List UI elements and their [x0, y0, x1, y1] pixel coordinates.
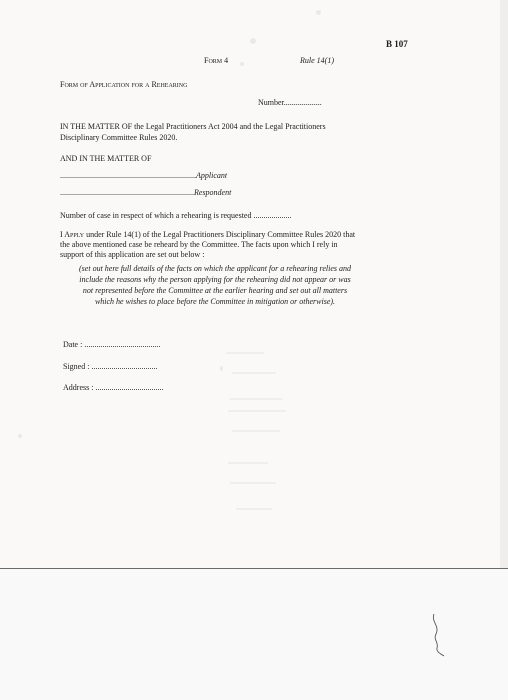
page-number: B 107 [386, 39, 408, 49]
bleed-through-mark [250, 38, 256, 44]
matter-heading: AND IN THE MATTER OF [60, 154, 152, 163]
bleed-through-line [230, 398, 282, 400]
signature-field: Signed : ................................. [63, 362, 158, 371]
rule-reference: Rule 14(1) [300, 56, 334, 65]
bleed-through-line [230, 482, 276, 484]
bleed-through-line [226, 352, 264, 354]
form-title: Form of Application for a Rehearing [60, 80, 188, 89]
matter-statement: IN THE MATTER OF the Legal Practitioners Act 2004 and the Legal Practitioners Disciplinary Committee Rules 2020. [60, 122, 326, 142]
address-field: Address : .................................. [63, 383, 164, 392]
apply-lead: I Apply [60, 230, 85, 239]
details-instructions: (set out here full details of the facts on which the applicant for a rehearing relies and include the reasons why the person applying for the rehearing did not appear or was not represented before the Committee at the earlier hearing and set out all matters which he wishes to place before the Committee in mitigation or otherwise). [79, 264, 351, 306]
page-edge-shadow [500, 0, 508, 568]
date-field: Date : ...................................... [63, 340, 161, 349]
bleed-through-mark [316, 10, 321, 15]
respondent-label: Respondent [194, 188, 232, 197]
applicant-label: Applicant [196, 171, 228, 180]
applicant-field [60, 171, 227, 180]
bleed-through-line [228, 462, 268, 464]
respondent-field [60, 188, 231, 197]
bleed-through-line [236, 508, 272, 510]
form-number: Form 4 [204, 56, 229, 65]
applicant-dots: .................................................................... [60, 171, 196, 180]
bleed-through-line [232, 430, 280, 432]
bleed-through-line [232, 372, 276, 374]
number-field: Number................... [258, 98, 322, 107]
bleed-through-mark [220, 366, 223, 371]
case-number-field: Number of case in respect of which a rehearing is requested ................... [60, 211, 292, 220]
bleed-through-mark [18, 434, 22, 438]
apply-body: under Rule 14(1) of the Legal Practitioners Disciplinary Committee Rules 2020 that the above mentioned case be reheard by the Committee. The facts upon which I rely in support of this application are set out below : [60, 230, 356, 259]
respondent-dots: ................................................................... [60, 188, 194, 197]
bleed-through-mark [240, 62, 244, 66]
application-paragraph [60, 230, 360, 260]
bleed-through-line [228, 410, 286, 412]
stray-hair-mark [428, 612, 448, 658]
